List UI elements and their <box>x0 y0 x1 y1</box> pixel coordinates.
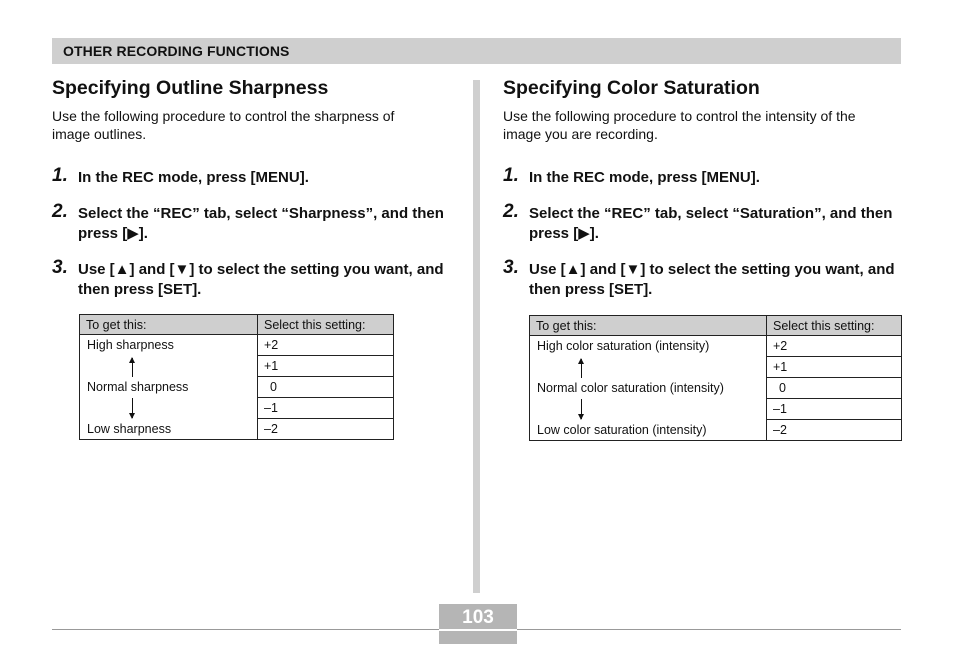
description-cell <box>530 336 767 441</box>
step-text: Select the “REC” tab, select “Saturation”, and then press [▶]. <box>529 205 893 242</box>
description-low: Low color saturation (intensity) <box>537 423 707 437</box>
table-row <box>530 336 902 357</box>
left-step-2 <box>52 201 452 243</box>
setting-cell: –2 <box>258 419 394 440</box>
step-number: 2. <box>503 201 519 222</box>
page-number-box <box>439 604 517 644</box>
table-header-cell: Select this setting: <box>767 316 902 336</box>
description-cell <box>80 335 258 440</box>
setting-cell: +2 <box>258 335 394 356</box>
right-step-1 <box>503 165 903 188</box>
setting-cell: –1 <box>258 398 394 419</box>
description-normal: Normal color saturation (intensity) <box>537 381 724 395</box>
description-low: Low sharpness <box>87 422 172 436</box>
right-step-3 <box>503 257 903 299</box>
arrow-down-icon <box>581 399 582 419</box>
left-step-1 <box>52 165 452 188</box>
step-number: 1. <box>52 165 68 186</box>
sharpness-table <box>79 314 394 440</box>
setting-cell: 0 <box>258 377 394 398</box>
table-header-cell: To get this: <box>530 316 767 336</box>
table-row <box>80 335 394 356</box>
step-number: 1. <box>503 165 519 186</box>
step-text: In the REC mode, press [MENU]. <box>529 169 760 186</box>
left-intro: Use the following procedure to control the sharpness of image outlines. <box>52 108 395 142</box>
column-divider <box>473 80 480 593</box>
step-text: Use [▲] and [▼] to select the setting you want, and then press [SET]. <box>529 261 895 298</box>
setting-cell: +2 <box>767 336 902 357</box>
setting-cell: 0 <box>767 378 902 399</box>
right-intro: Use the following procedure to control the intensity of the image you are recording. <box>503 108 856 142</box>
step-text: Use [▲] and [▼] to select the setting you want, and then press [SET]. <box>78 261 444 298</box>
arrow-down-icon <box>132 398 133 418</box>
right-step-2 <box>503 201 903 243</box>
setting-cell: –2 <box>767 420 902 441</box>
step-text: Select the “REC” tab, select “Sharpness”, and then press [▶]. <box>78 205 444 242</box>
page-number: 103 <box>462 607 494 628</box>
left-step-3 <box>52 257 452 299</box>
description-high: High sharpness <box>87 338 174 352</box>
table-header-cell: To get this: <box>80 315 258 335</box>
step-number: 3. <box>503 257 519 278</box>
left-section-title: Specifying Outline Sharpness <box>52 77 329 99</box>
setting-cell: +1 <box>258 356 394 377</box>
description-high: High color saturation (intensity) <box>537 339 710 353</box>
page-number-band <box>439 629 517 631</box>
step-text: In the REC mode, press [MENU]. <box>78 169 309 186</box>
saturation-table <box>529 315 902 441</box>
step-number: 2. <box>52 201 68 222</box>
step-number: 3. <box>52 257 68 278</box>
table-header-cell: Select this setting: <box>258 315 394 335</box>
setting-cell: +1 <box>767 357 902 378</box>
table-header-row <box>80 315 394 335</box>
left-column <box>52 75 452 436</box>
arrow-up-icon <box>581 359 582 378</box>
section-header-title: OTHER RECORDING FUNCTIONS <box>63 43 290 59</box>
description-normal: Normal sharpness <box>87 380 189 394</box>
section-header-bar <box>52 38 901 64</box>
setting-cell: –1 <box>767 399 902 420</box>
arrow-up-icon <box>132 358 133 377</box>
right-section-title: Specifying Color Saturation <box>503 77 760 99</box>
right-column <box>503 75 903 437</box>
table-header-row <box>530 316 902 336</box>
